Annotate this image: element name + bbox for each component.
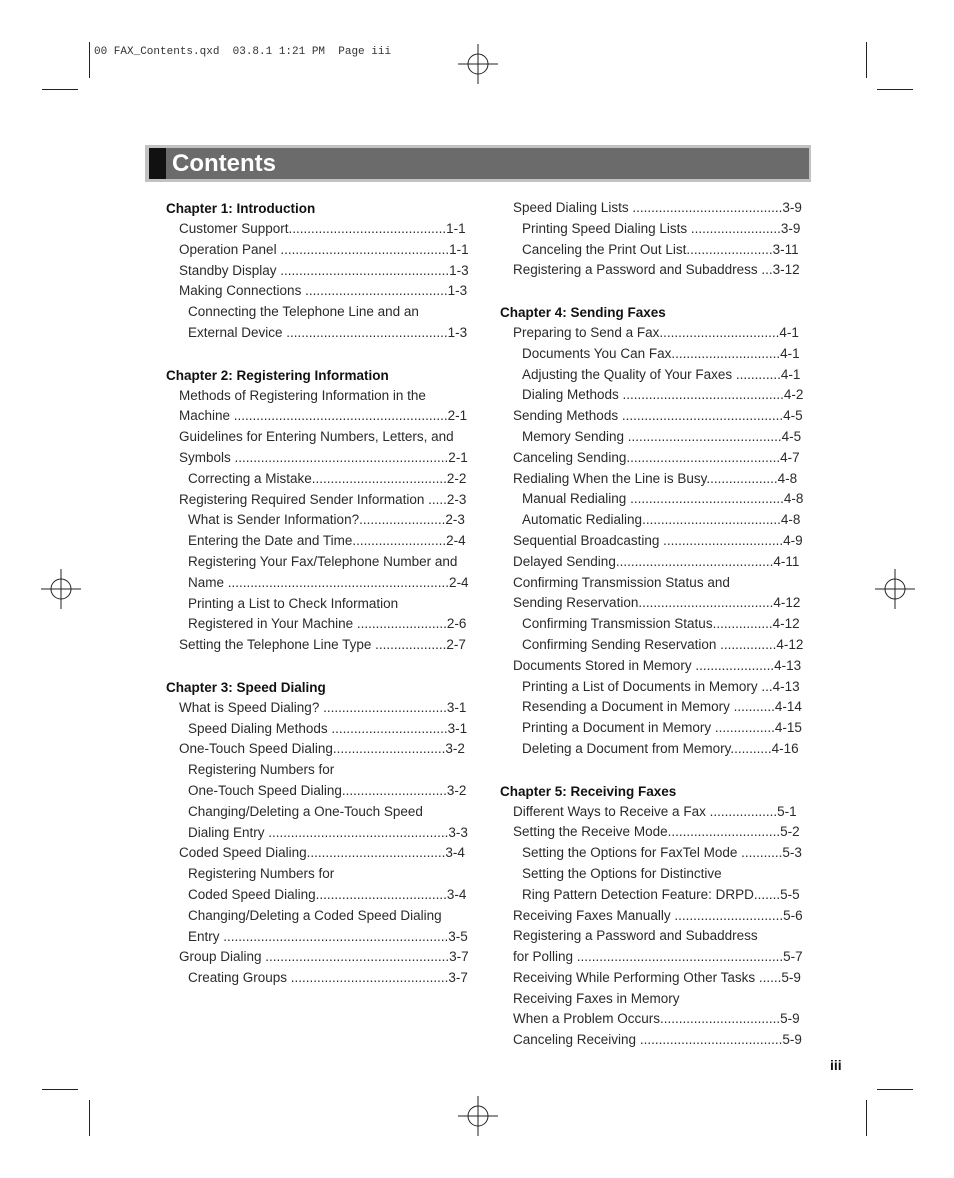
toc-entry[interactable]: Confirming Transmission Status and: [513, 574, 730, 590]
crop-mark-bottom-left-h: [42, 1089, 78, 1090]
section-spacer: [166, 656, 478, 677]
crop-mark-top-right-v: [866, 42, 867, 78]
toc-subentry[interactable]: Speed Dialing Methods ...............................3-1: [188, 720, 468, 736]
toc-entry[interactable]: Sequential Broadcasting ................................4-9: [513, 532, 803, 548]
toc-subentry[interactable]: Registered in Your Machine ........................2-6: [188, 616, 467, 632]
toc-entry[interactable]: Coded Speed Dialing.....................................3-4: [179, 845, 465, 861]
toc-entry[interactable]: Operation Panel .............................................1-1: [179, 241, 469, 257]
title-accent-block: [149, 148, 166, 179]
toc-entry[interactable]: One-Touch Speed Dialing..............................3-2: [179, 741, 465, 757]
toc-subentry[interactable]: Registering Numbers for: [188, 866, 335, 882]
toc-entry[interactable]: Preparing to Send a Fax................................4-1: [513, 324, 799, 340]
toc-subentry[interactable]: Setting the Options for FaxTel Mode ...........5-3: [522, 845, 802, 861]
toc-subentry[interactable]: Changing/Deleting a One-Touch Speed: [188, 803, 423, 819]
toc-entry[interactable]: Group Dialing .................................................3-7: [179, 949, 469, 965]
crop-mark-bottom-right-h: [877, 1089, 913, 1090]
toc-entry[interactable]: Setting the Telephone Line Type ...................2-7: [179, 637, 466, 653]
toc-entry[interactable]: Registering a Password and Subaddress ...3-12: [513, 262, 800, 278]
toc-right-column: [500, 198, 812, 1051]
toc-subentry[interactable]: Connecting the Telephone Line and an: [188, 304, 419, 320]
toc-subentry[interactable]: Correcting a Mistake....................................2-2: [188, 470, 467, 486]
toc-entry[interactable]: Receiving Faxes Manually .............................5-6: [513, 907, 803, 923]
toc-entry[interactable]: Speed Dialing Lists ........................................3-9: [513, 200, 802, 215]
toc-entry[interactable]: Symbols .........................................................2-1: [179, 449, 468, 465]
toc-entry[interactable]: Registering a Password and Subaddress: [513, 928, 758, 944]
toc-entry[interactable]: Standby Display .............................................1-3: [179, 262, 469, 278]
chapter-heading[interactable]: Chapter 1: Introduction: [166, 201, 316, 216]
toc-subentry[interactable]: External Device ...........................................1-3: [188, 324, 468, 340]
toc-entry[interactable]: Sending Reservation....................................4-12: [513, 595, 801, 611]
toc-subentry[interactable]: Creating Groups ..........................................3-7: [188, 970, 468, 986]
registration-mark-bottom-icon: [458, 1096, 498, 1136]
crop-mark-top-right-h: [877, 89, 913, 90]
toc-subentry[interactable]: Automatic Redialing.....................................4-8: [522, 512, 801, 528]
toc-subentry[interactable]: Coded Speed Dialing...................................3-4: [188, 886, 467, 902]
toc-entry[interactable]: Different Ways to Receive a Fax ..................5-1: [513, 803, 797, 819]
toc-entry[interactable]: Delayed Sending..........................................4-11: [513, 553, 800, 569]
toc-subentry[interactable]: Registering Your Fax/Telephone Number and: [188, 553, 458, 569]
toc-entry[interactable]: Canceling Receiving ......................................5-9: [513, 1032, 802, 1048]
chapter-heading[interactable]: Chapter 4: Sending Faxes: [500, 304, 666, 320]
toc-entry[interactable]: Receiving Faxes in Memory: [513, 990, 680, 1006]
toc-subentry[interactable]: Canceling the Print Out List.......................3-11: [522, 241, 799, 257]
toc-entry[interactable]: Guidelines for Entering Numbers, Letters, and: [179, 429, 454, 445]
toc-subentry[interactable]: Printing a Document in Memory ................4-15: [522, 720, 802, 736]
toc-entry[interactable]: Methods of Registering Information in the: [179, 387, 426, 403]
toc-subentry[interactable]: Resending a Document in Memory ...........4-14: [522, 699, 802, 715]
page-number: iii: [830, 1057, 842, 1073]
chapter-heading[interactable]: Chapter 3: Speed Dialing: [166, 679, 326, 695]
crop-mark-top-left-v: [89, 42, 90, 78]
toc-entry[interactable]: Registering Required Sender Information .....2-3: [179, 491, 467, 507]
toc-subentry[interactable]: Manual Redialing .........................................4-8: [522, 491, 804, 507]
toc-subentry[interactable]: Confirming Sending Reservation ...............4-12: [522, 636, 804, 652]
toc-entry[interactable]: Setting the Receive Mode..............................5-2: [513, 824, 800, 840]
toc-subentry[interactable]: Registering Numbers for: [188, 762, 335, 778]
crop-mark-bottom-right-v: [866, 1100, 867, 1136]
toc-subentry[interactable]: Printing Speed Dialing Lists ........................3-9: [522, 220, 801, 236]
crop-mark-bottom-left-v: [89, 1100, 90, 1136]
print-slug: 00 FAX_Contents.qxd 03.8.1 1:21 PM Page iii: [94, 46, 392, 58]
toc-subentry[interactable]: Entering the Date and Time.........................2-4: [188, 533, 466, 549]
toc-subentry[interactable]: Deleting a Document from Memory...........4-16: [522, 740, 799, 756]
toc-entry[interactable]: Making Connections ......................................1-3: [179, 283, 468, 299]
chapter-heading[interactable]: Chapter 2: Registering Information: [166, 367, 389, 383]
toc-entry[interactable]: Canceling Sending.........................................4-7: [513, 449, 800, 465]
toc-subentry[interactable]: Ring Pattern Detection Feature: DRPD.......5-5: [522, 886, 800, 902]
toc-entry[interactable]: Customer Support..........................................1-1: [179, 221, 466, 236]
toc-entry[interactable]: What is Speed Dialing? .................................3-1: [179, 699, 467, 715]
crop-mark-top-left-h: [42, 89, 78, 90]
section-spacer: [500, 281, 812, 302]
section-spacer: [166, 344, 478, 365]
toc-subentry[interactable]: Dialing Methods ...........................................4-2: [522, 387, 804, 403]
title-bar-fill: [149, 148, 809, 179]
toc-subentry[interactable]: Changing/Deleting a Coded Speed Dialing: [188, 907, 442, 923]
toc-subentry[interactable]: Confirming Transmission Status................4-12: [522, 616, 800, 632]
toc-entry[interactable]: When a Problem Occurs................................5-9: [513, 1011, 800, 1027]
toc-subentry[interactable]: Printing a List of Documents in Memory ...4-13: [522, 678, 800, 694]
toc-entry[interactable]: Documents Stored in Memory .....................4-13: [513, 657, 802, 673]
toc-subentry[interactable]: Documents You Can Fax.............................4-1: [522, 345, 800, 361]
toc-entry[interactable]: Sending Methods ...........................................4-5: [513, 408, 803, 424]
registration-mark-left-icon: [41, 569, 81, 609]
chapter-heading[interactable]: Chapter 5: Receiving Faxes: [500, 783, 677, 799]
toc-subentry[interactable]: Name ...........................................................2-4: [188, 574, 469, 590]
toc-entry[interactable]: for Polling .......................................................5-7: [513, 949, 803, 965]
toc-subentry[interactable]: Adjusting the Quality of Your Faxes ............4-1: [522, 366, 801, 382]
registration-mark-right-icon: [875, 569, 915, 609]
section-spacer: [500, 760, 812, 781]
contents-title-bar: [145, 145, 811, 182]
toc-subentry[interactable]: What is Sender Information?.......................2-3: [188, 512, 465, 528]
page-title: Contents: [172, 150, 276, 177]
toc-subentry[interactable]: Memory Sending .........................................4-5: [522, 428, 802, 444]
toc-entry[interactable]: Machine .........................................................2-1: [179, 408, 468, 424]
toc-subentry[interactable]: One-Touch Speed Dialing............................3-2: [188, 782, 467, 798]
registration-mark-top-icon: [458, 44, 498, 84]
toc-subentry[interactable]: Setting the Options for Distinctive: [522, 865, 722, 881]
toc-entry[interactable]: Redialing When the Line is Busy...................4-8: [513, 470, 798, 486]
toc-entry[interactable]: Receiving While Performing Other Tasks ......5-9: [513, 969, 801, 985]
toc-subentry[interactable]: Printing a List to Check Information: [188, 595, 399, 611]
toc-left-column: [166, 198, 478, 989]
toc-subentry[interactable]: Entry ............................................................3-5: [188, 928, 468, 944]
toc-subentry[interactable]: Dialing Entry ................................................3-3: [188, 824, 468, 840]
